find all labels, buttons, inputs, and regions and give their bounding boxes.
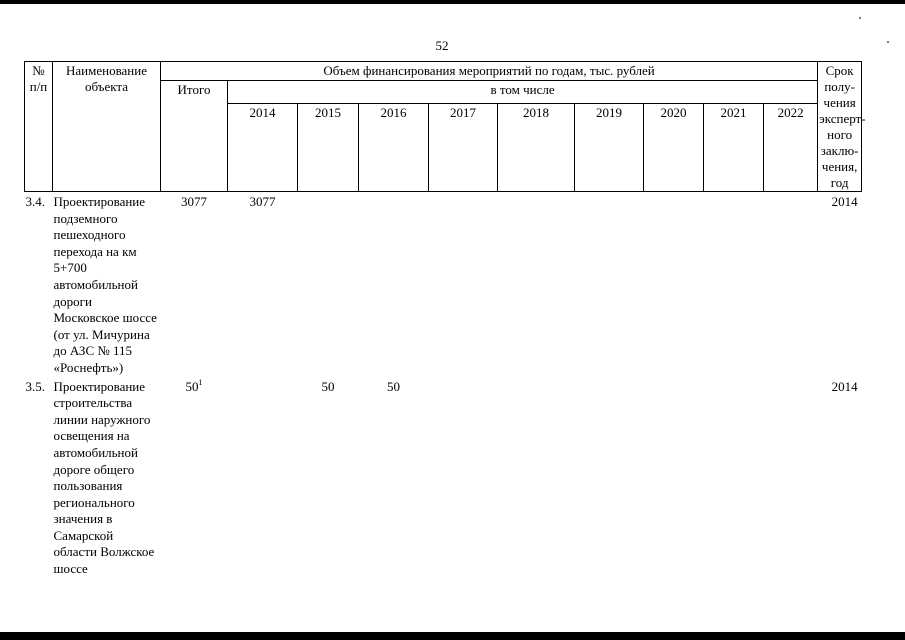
- row-year-value: [575, 377, 644, 578]
- header-year: 2019: [575, 104, 644, 192]
- row-year-value: [704, 192, 764, 377]
- row-num: 3.5.: [25, 378, 45, 394]
- row-year-value: [429, 192, 498, 377]
- row-year-value: [704, 377, 764, 578]
- header-name: Наименование объекта: [53, 62, 161, 192]
- header-total: Итого: [161, 81, 228, 192]
- row-total: [161, 377, 228, 578]
- row-deadline: 2014: [831, 194, 858, 209]
- row-year-value: [298, 192, 359, 377]
- row-year-value: [429, 377, 498, 578]
- header-year: 2017: [429, 104, 498, 192]
- scan-speck: [859, 17, 861, 19]
- row-total-value: 3077: [181, 194, 207, 209]
- header-year: 2015: [298, 104, 359, 192]
- row-year-value: 3077: [249, 194, 276, 209]
- row-year-value: [575, 192, 644, 377]
- row-year-value: [764, 192, 818, 377]
- row-total: [161, 192, 228, 377]
- row-total-note: 1: [198, 377, 203, 387]
- page-number: 52: [435, 38, 449, 53]
- row-name: Проектирование строительства линии наружного освещения на автомобильной дороге общего пользования регионального значения в Самарской области Волжское шоссе: [53, 378, 155, 577]
- row-year-value: [764, 377, 818, 578]
- table-row: [25, 377, 862, 578]
- row-year-value: 50: [321, 378, 335, 394]
- header-including: в том числе: [228, 81, 818, 104]
- row-year-value: 50: [387, 378, 400, 394]
- row-num: 3.4.: [25, 194, 45, 209]
- top-border: [0, 0, 905, 4]
- row-year-value: [498, 192, 575, 377]
- row-name: Проектирование подземного пешеходного перехода на км 5+700 автомобильной дороги Московское шоссе (от ул. Мичурина до АЗС № 115 «Роснефть»): [53, 194, 157, 375]
- row-year-value: [498, 377, 575, 578]
- row-deadline: 2014: [831, 378, 858, 394]
- scan-speck: [887, 41, 889, 43]
- header-year: 2021: [704, 104, 764, 192]
- header-num: № п/п: [25, 62, 53, 192]
- header-year: 2022: [764, 104, 818, 192]
- row-year-value: [359, 192, 429, 377]
- row-year-value: [644, 192, 704, 377]
- header-year: 2020: [644, 104, 704, 192]
- header-volume: Объем финансирования мероприятий по годам, тыс. рублей: [161, 62, 818, 81]
- header-year: 2018: [498, 104, 575, 192]
- table-row: [25, 192, 862, 377]
- header-year: 2014: [228, 104, 298, 192]
- bottom-border: [0, 632, 905, 640]
- row-total-value: 50: [185, 378, 199, 394]
- row-year-value: [644, 377, 704, 578]
- financing-table: [24, 61, 866, 578]
- header-deadline: Срок полу-чения эксперт-ного заклю-чения, год: [819, 63, 866, 190]
- row-year-value: [228, 377, 298, 578]
- header-year: 2016: [359, 104, 429, 192]
